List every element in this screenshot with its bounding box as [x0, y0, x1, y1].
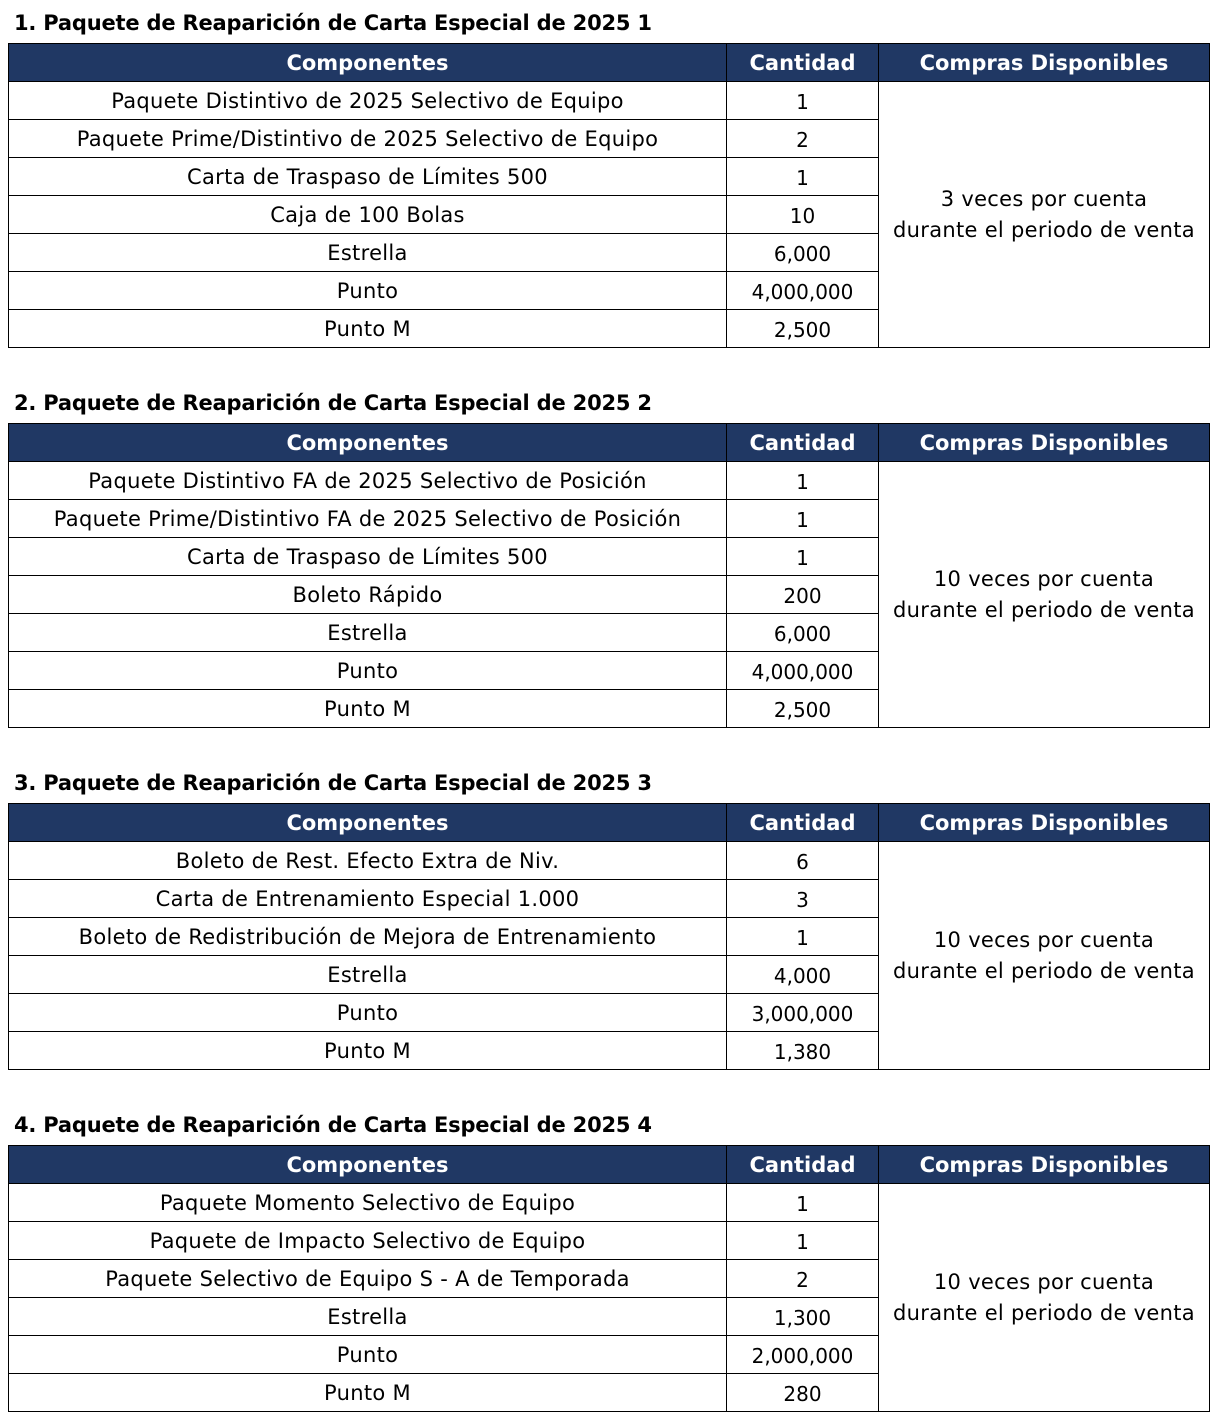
quantity-cell: 1	[727, 1222, 879, 1260]
table-row	[9, 842, 1210, 880]
header-available: Compras Disponibles	[879, 1146, 1210, 1184]
component-cell: Paquete Prime/Distintivo FA de 2025 Selectivo de Posición	[9, 500, 727, 538]
quantity-cell: 1	[727, 538, 879, 576]
quantity-cell: 3,000,000	[727, 994, 879, 1032]
availability-line-1: 10 veces por cuenta	[933, 566, 1155, 591]
table-row	[9, 82, 1210, 120]
quantity-cell: 6	[727, 842, 879, 880]
header-components: Componentes	[9, 44, 727, 82]
component-cell: Boleto de Redistribución de Mejora de Entrenamiento	[9, 918, 727, 956]
header-quantity: Cantidad	[727, 804, 879, 842]
header-available: Compras Disponibles	[879, 804, 1210, 842]
quantity-cell: 2,500	[727, 310, 879, 348]
header-quantity: Cantidad	[727, 1146, 879, 1184]
header-components: Componentes	[9, 1146, 727, 1184]
quantity-cell: 2,500	[727, 690, 879, 728]
table-row	[9, 1184, 1210, 1222]
availability-cell	[879, 842, 1210, 1070]
section-title: 1. Paquete de Reaparición de Carta Especial de 2025 1	[14, 11, 652, 35]
header-quantity: Cantidad	[727, 424, 879, 462]
quantity-cell: 4,000	[727, 956, 879, 994]
section-title: 4. Paquete de Reaparición de Carta Especial de 2025 4	[14, 1113, 652, 1137]
availability-line-2: durante el periodo de venta	[893, 597, 1195, 622]
component-cell: Caja de 100 Bolas	[9, 196, 727, 234]
quantity-cell: 280	[727, 1374, 879, 1412]
quantity-cell: 1	[727, 1184, 879, 1222]
quantity-cell: 1,300	[727, 1298, 879, 1336]
table-header-row	[9, 44, 1210, 82]
header-components: Componentes	[9, 424, 727, 462]
components-table	[8, 803, 1210, 1070]
component-cell: Boleto de Rest. Efecto Extra de Niv.	[9, 842, 727, 880]
table-header-row	[9, 804, 1210, 842]
table-header-row	[9, 1146, 1210, 1184]
component-cell: Paquete de Impacto Selectivo de Equipo	[9, 1222, 727, 1260]
availability-line-1: 3 veces por cuenta	[940, 186, 1148, 211]
component-cell: Estrella	[9, 614, 727, 652]
availability-line-1: 10 veces por cuenta	[933, 927, 1155, 952]
component-cell: Paquete Selectivo de Equipo S - A de Temporada	[9, 1260, 727, 1298]
quantity-cell: 200	[727, 576, 879, 614]
header-available: Compras Disponibles	[879, 44, 1210, 82]
component-cell: Punto M	[9, 310, 727, 348]
component-cell: Punto	[9, 994, 727, 1032]
quantity-cell: 4,000,000	[727, 652, 879, 690]
component-cell: Punto M	[9, 1374, 727, 1412]
availability-line-2: durante el periodo de venta	[893, 217, 1195, 242]
quantity-cell: 3	[727, 880, 879, 918]
component-cell: Punto	[9, 1336, 727, 1374]
header-components: Componentes	[9, 804, 727, 842]
quantity-cell: 2,000,000	[727, 1336, 879, 1374]
components-table	[8, 43, 1210, 348]
quantity-cell: 10	[727, 196, 879, 234]
quantity-cell: 1	[727, 918, 879, 956]
component-cell: Carta de Traspaso de Límites 500	[9, 158, 727, 196]
quantity-cell: 1,380	[727, 1032, 879, 1070]
quantity-cell: 1	[727, 500, 879, 538]
availability-line-2: durante el periodo de venta	[893, 1300, 1195, 1325]
components-table	[8, 423, 1210, 728]
quantity-cell: 2	[727, 120, 879, 158]
component-cell: Estrella	[9, 1298, 727, 1336]
quantity-cell: 6,000	[727, 614, 879, 652]
component-cell: Paquete Distintivo de 2025 Selectivo de Equipo	[9, 82, 727, 120]
component-cell: Carta de Entrenamiento Especial 1.000	[9, 880, 727, 918]
quantity-cell: 1	[727, 82, 879, 120]
component-cell: Paquete Momento Selectivo de Equipo	[9, 1184, 727, 1222]
component-cell: Punto M	[9, 690, 727, 728]
availability-line-2: durante el periodo de venta	[893, 958, 1195, 983]
availability-cell	[879, 462, 1210, 728]
quantity-cell: 1	[727, 158, 879, 196]
quantity-cell: 2	[727, 1260, 879, 1298]
header-available: Compras Disponibles	[879, 424, 1210, 462]
availability-cell	[879, 82, 1210, 348]
component-cell: Estrella	[9, 234, 727, 272]
components-table	[8, 1145, 1210, 1412]
component-cell: Paquete Prime/Distintivo de 2025 Selectivo de Equipo	[9, 120, 727, 158]
section-title: 3. Paquete de Reaparición de Carta Especial de 2025 3	[14, 771, 652, 795]
table-header-row	[9, 424, 1210, 462]
quantity-cell: 6,000	[727, 234, 879, 272]
section-title: 2. Paquete de Reaparición de Carta Especial de 2025 2	[14, 391, 652, 415]
quantity-cell: 1	[727, 462, 879, 500]
component-cell: Punto	[9, 652, 727, 690]
component-cell: Punto	[9, 272, 727, 310]
component-cell: Carta de Traspaso de Límites 500	[9, 538, 727, 576]
table-row	[9, 462, 1210, 500]
availability-cell	[879, 1184, 1210, 1412]
component-cell: Boleto Rápido	[9, 576, 727, 614]
header-quantity: Cantidad	[727, 44, 879, 82]
availability-line-1: 10 veces por cuenta	[933, 1269, 1155, 1294]
quantity-cell: 4,000,000	[727, 272, 879, 310]
component-cell: Estrella	[9, 956, 727, 994]
component-cell: Paquete Distintivo FA de 2025 Selectivo de Posición	[9, 462, 727, 500]
component-cell: Punto M	[9, 1032, 727, 1070]
